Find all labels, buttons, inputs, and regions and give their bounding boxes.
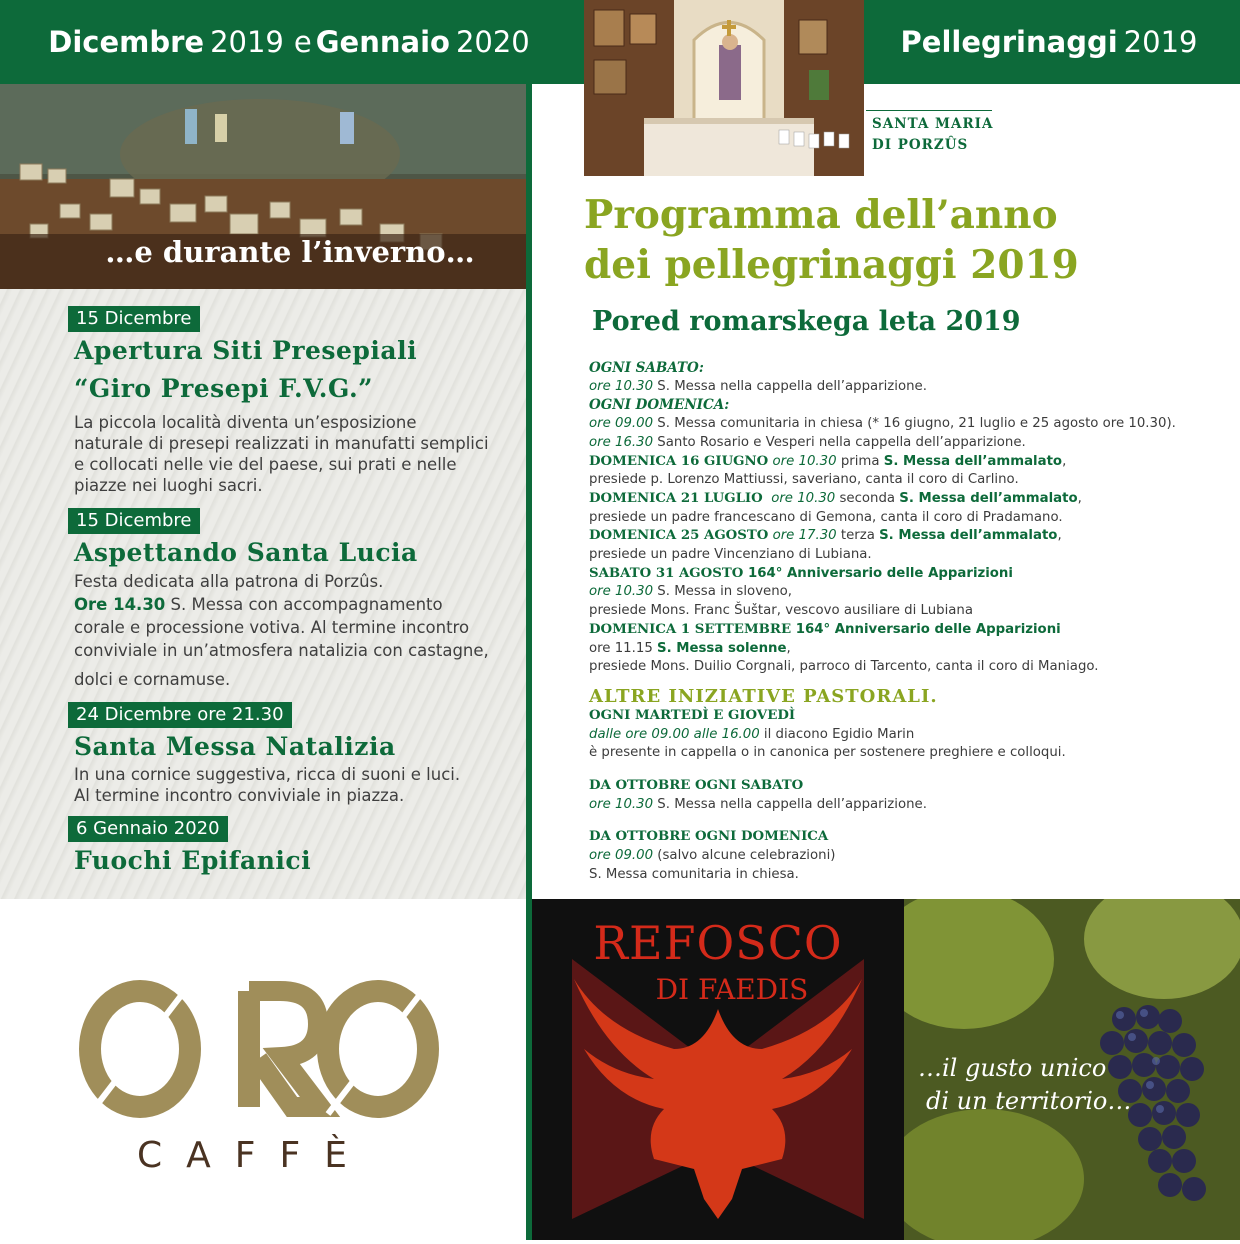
- program-time: dalle ore 09.00 alle 16.00: [589, 726, 760, 742]
- program-subtitle: Pored romarskega leta 2019: [592, 306, 1021, 337]
- grapes-photo: [904, 899, 1240, 1240]
- event-title-4: Fuochi Epifanici: [74, 846, 312, 875]
- grapes-tagline-1: …il gusto unico: [918, 1054, 1107, 1082]
- program-text: S. Messa nella cappella dell’apparizione.: [653, 378, 927, 394]
- program-text: (salvo alcune celebrazioni): [653, 848, 836, 864]
- event-desc-2-line: dolci e cornamuse.: [74, 670, 231, 689]
- nativity-illustration: [0, 84, 526, 289]
- event-desc-1-line: piazze nei luoghi sacri.: [74, 476, 263, 495]
- grapes-illustration: [904, 899, 1240, 1240]
- program-bold: 164° Anniversario delle Apparizioni: [743, 565, 1013, 581]
- program-text: S. Messa comunitaria in chiesa (* 16 giugno, 21 luglio e 25 agosto ore 10.30).: [653, 416, 1176, 432]
- program-event-head: OGNI MARTEDÌ E GIOVEDÌ: [589, 707, 796, 723]
- program-bold: S. Messa dell’ammalato: [899, 490, 1078, 506]
- ogni-domenica-heading: OGNI DOMENICA:: [589, 397, 730, 414]
- program-line: [589, 847, 1229, 866]
- program-line: [589, 378, 1229, 397]
- program-event-head: DA OTTOBRE OGNI SABATO: [589, 778, 804, 794]
- event-title-1: Apertura Siti Presepiali: [74, 336, 418, 365]
- program-text: Santo Rosario e Vesperi nella cappella dell’apparizione.: [653, 434, 1026, 450]
- program-time: ore 09.00: [589, 416, 654, 432]
- event-date-2: 15 Dicembre: [68, 508, 200, 534]
- program-event-head: DOMENICA 25 AGOSTO: [589, 528, 769, 544]
- program-event-head: DOMENICA 16 GIUGNO: [589, 453, 769, 469]
- header-month1: Dicembre: [48, 25, 205, 59]
- header-month2: Gennaio: [315, 25, 450, 59]
- event-date-3: 24 Dicembre ore 21.30: [68, 702, 292, 728]
- program-time: ore 11.15: [589, 640, 658, 656]
- program-line: [589, 726, 1229, 745]
- program-text: ,: [1077, 490, 1082, 506]
- event-desc-3-line: In una cornice suggestiva, ricca di suoni e luci.: [74, 765, 461, 784]
- event-desc-2-line: [74, 593, 514, 616]
- program-text: terza: [836, 528, 880, 544]
- program-line: [589, 434, 1229, 453]
- program-bold: S. Messa solenne: [657, 640, 787, 656]
- program-text: ,: [1057, 528, 1062, 544]
- program-bold: S. Messa dell’ammalato: [879, 528, 1058, 544]
- program-time: ore 17.30: [768, 528, 837, 544]
- program-bold: S. Messa dell’ammalato: [883, 453, 1063, 469]
- event-desc-2-text: S. Messa con accompagnamento: [165, 595, 443, 614]
- refosco-artwork: [532, 899, 904, 1240]
- header-year1: 2019: [210, 25, 284, 59]
- header-right-bar: [864, 0, 1240, 84]
- program-line: presiede Mons. Duilio Corgnali, parroco di Tarcento, canta il coro di Maniago.: [589, 659, 1099, 675]
- header-left-bar: [0, 0, 584, 84]
- program-line: [589, 640, 1229, 659]
- nativity-caption: …e durante l’inverno…: [105, 235, 475, 269]
- program-time: ore 10.30: [589, 378, 654, 394]
- program-text: seconda: [835, 490, 900, 506]
- ogni-sabato-heading: OGNI SABATO:: [589, 360, 704, 376]
- program-text: S. Messa in sloveno,: [653, 584, 793, 600]
- event-desc-3: [74, 764, 514, 806]
- program-event-head: DOMENICA 1 SETTEMBRE: [589, 621, 792, 637]
- event-desc-1-line: La piccola località diventa un’esposizione: [74, 413, 417, 432]
- event-desc-1: [74, 412, 514, 496]
- program-title-line2: dei pellegrinaggi 2019: [584, 242, 1079, 288]
- program-event-head: SABATO 31 AGOSTO: [589, 565, 744, 581]
- event-title-3: Santa Messa Natalizia: [74, 732, 396, 761]
- program-text: il diacono Egidio Marin: [759, 726, 915, 742]
- program-line: [589, 583, 1229, 602]
- event-date-4: 6 Gennaio 2020: [68, 816, 228, 842]
- program-bold: 164° Anniversario delle Apparizioni: [791, 621, 1061, 637]
- event-desc-2: [74, 570, 514, 691]
- program-title: [584, 190, 1079, 290]
- chapel-caption-rule: [866, 110, 992, 111]
- chapel-caption-line: SANTA MARIA: [872, 116, 994, 132]
- program-time: ore 10.30: [762, 490, 836, 506]
- program-line: [589, 415, 1229, 434]
- altre-iniziative-heading: ALTRE INIZIATIVE PASTORALI.: [589, 685, 938, 707]
- program-time: ore 16.30: [589, 434, 654, 450]
- program-time: ore 10.30: [768, 453, 837, 469]
- chapel-photo: [584, 0, 864, 176]
- program-event-head: DOMENICA 21 LUGLIO: [589, 490, 763, 506]
- program-body: [589, 359, 1229, 885]
- event-time-2: Ore 14.30: [74, 595, 166, 614]
- oro-caffe-name: CAFFÈ: [137, 1135, 371, 1176]
- chapel-caption-line: DI PORZÛS: [872, 137, 969, 153]
- refosco-title: REFOSCO: [593, 916, 843, 970]
- oro-logo-mark: [0, 899, 526, 1240]
- program-text: prima: [836, 453, 884, 469]
- oro-caffe-logo: [0, 899, 526, 1240]
- program-time: ore 09.00: [589, 848, 654, 864]
- program-line: [589, 621, 1229, 640]
- refosco-subtitle: DI FAEDIS: [655, 973, 809, 1006]
- program-line: [589, 796, 1229, 815]
- event-desc-2-line: corale e processione votiva. Al termine incontro: [74, 618, 470, 637]
- event-desc-2-line: Festa dedicata alla patrona di Porzûs.: [74, 572, 384, 591]
- program-text: ,: [786, 640, 791, 656]
- program-line: presiede Mons. Franc Šuštar, vescovo ausiliare di Lubiana: [589, 603, 973, 619]
- program-text: ,: [1062, 453, 1067, 469]
- header-conj: e: [293, 25, 312, 59]
- program-line: S. Messa comunitaria in chiesa.: [589, 866, 799, 882]
- event-title-2: Aspettando Santa Lucia: [74, 538, 418, 567]
- event-desc-1-line: naturale di presepi realizzati in manufatti semplici: [74, 434, 489, 453]
- program-time: ore 10.30: [589, 584, 654, 600]
- program-line: presiede un padre francescano di Gemona, canta il coro di Pradamano.: [589, 509, 1063, 525]
- header-year2: 2020: [455, 25, 530, 59]
- event-desc-2-line: conviviale in un’atmosfera natalizia con castagne,: [74, 641, 489, 660]
- program-line: presiede un padre Vincenziano di Lubiana.: [589, 547, 872, 563]
- event-desc-1-line: e collocati nelle vie del paese, sui prati e nelle: [74, 455, 457, 474]
- program-line: [589, 490, 1229, 509]
- program-line: [589, 527, 1229, 546]
- program-text: S. Messa nella cappella dell’apparizione.: [653, 796, 927, 812]
- chapel-caption: [872, 114, 993, 156]
- event-desc-3-line: Al termine incontro conviviale in piazza.: [74, 786, 405, 805]
- grapes-tagline-2: di un territorio…: [926, 1087, 1132, 1115]
- event-title-1b: “Giro Presepi F.V.G.”: [74, 374, 374, 403]
- program-line: [589, 453, 1229, 472]
- refosco-ad: [532, 899, 904, 1240]
- header-right-title: Pellegrinaggi: [900, 25, 1118, 59]
- chapel-illustration: [584, 0, 864, 176]
- program-line: presiede p. Lorenzo Mattiussi, saveriano, canta il coro di Carlino.: [589, 472, 1019, 488]
- nativity-photo: [0, 84, 526, 289]
- program-line: è presente in cappella o in canonica per sostenere preghiere e colloqui.: [589, 745, 1066, 761]
- program-event-head: DA OTTOBRE OGNI DOMENICA: [589, 829, 829, 845]
- event-date-1: 15 Dicembre: [68, 306, 200, 332]
- program-time: ore 10.30: [589, 796, 654, 812]
- program-line: [589, 565, 1229, 584]
- program-title-line1: Programma dell’anno: [584, 192, 1058, 238]
- header-right-year: 2019: [1123, 25, 1198, 59]
